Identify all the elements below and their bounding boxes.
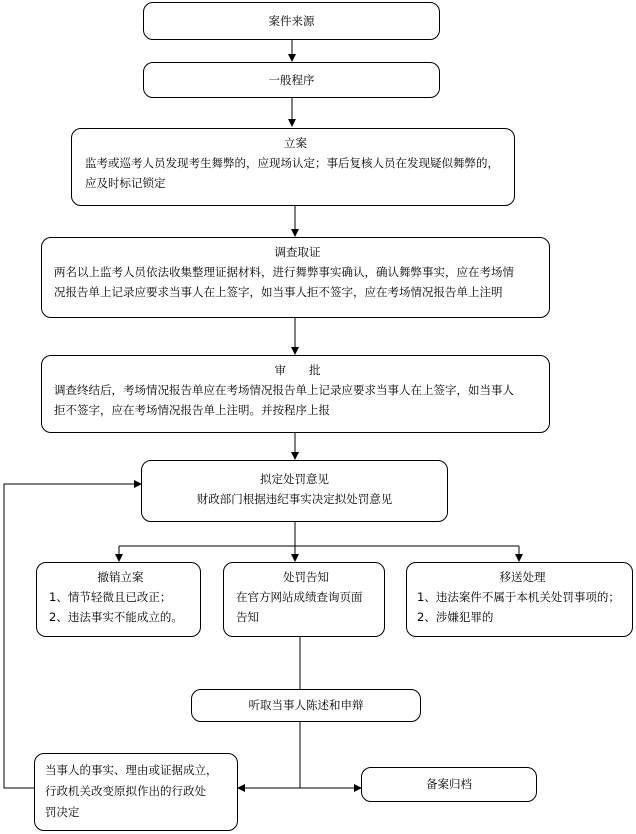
penalty-opinion-line-1: 财政部门根据违纪事实决定拟处罚意见	[196, 492, 393, 506]
investigation-title: 调查取证	[274, 245, 321, 259]
investigation-line-2: 况报告单上记录应要求当事人在上签字，如当事人拒不签字，应在考场情况报告单上注明	[54, 285, 503, 299]
revoke-filing-line-2: 2、违法事实不能成立的。	[49, 610, 183, 624]
transfer-line-2: 2、涉嫌犯罪的	[417, 610, 494, 624]
penalty-notice-box	[223, 562, 385, 637]
filing-title: 立案	[284, 136, 307, 150]
investigation-line-1: 两名以上监考人员依法收集整理证据材料，进行舞弊事实确认，确认舞弊事实，应在考场情	[54, 265, 514, 279]
penalty-notice-line-2: 告知	[236, 610, 259, 624]
penalty-notice-title: 处罚告知	[283, 570, 329, 584]
archive-label: 备案归档	[426, 777, 472, 791]
approval-line-1: 调查终结后，考场情况报告单应在考场情况报告单上记录应要求当事人在上签字，如当事人	[54, 383, 514, 397]
penalty-opinion-title: 拟定处罚意见	[260, 472, 329, 486]
general-procedure-box	[143, 62, 440, 98]
decision-change-line-3: 罚决定	[45, 805, 80, 819]
archive-box	[361, 767, 537, 802]
filing-box	[71, 128, 515, 206]
approval-box	[41, 355, 550, 433]
transfer-box	[406, 562, 633, 637]
hearing-label: 听取当事人陈述和申辩	[248, 698, 364, 712]
penalty-opinion-box	[141, 460, 448, 522]
penalty-notice-line-1: 在官方网站成绩查询页面	[236, 590, 363, 604]
transfer-line-1: 1、违法案件不属于本机关处罚事项的；	[417, 590, 620, 604]
investigation-box	[41, 237, 550, 318]
transfer-title: 移送处理	[499, 570, 546, 584]
hearing-box	[191, 689, 421, 722]
decision-change-box	[34, 753, 238, 831]
approval-line-2: 拒不签字，应在考场情况报告单上注明。并按程序上报	[54, 403, 330, 417]
decision-change-line-1: 当事人的事实、理由或证据成立，	[45, 763, 218, 777]
case-source-label: 案件来源	[268, 14, 315, 28]
revoke-filing-line-1: 1、情节轻微且已改正；	[49, 590, 172, 604]
filing-line-2: 应及时标记锁定	[85, 176, 166, 190]
approval-title: 审 批	[274, 363, 321, 377]
revoke-filing-title: 撤销立案	[97, 570, 144, 584]
filing-line-1: 监考或巡考人员发现考生舞弊的，应现场认定；事后复核人员在发现疑似舞弊的，	[85, 156, 499, 170]
case-source-box	[143, 2, 440, 40]
revoke-filing-box	[36, 562, 201, 637]
decision-change-line-2: 行政机关改变原拟作出的行政处	[45, 784, 206, 798]
general-procedure-label: 一般程序	[268, 73, 315, 87]
